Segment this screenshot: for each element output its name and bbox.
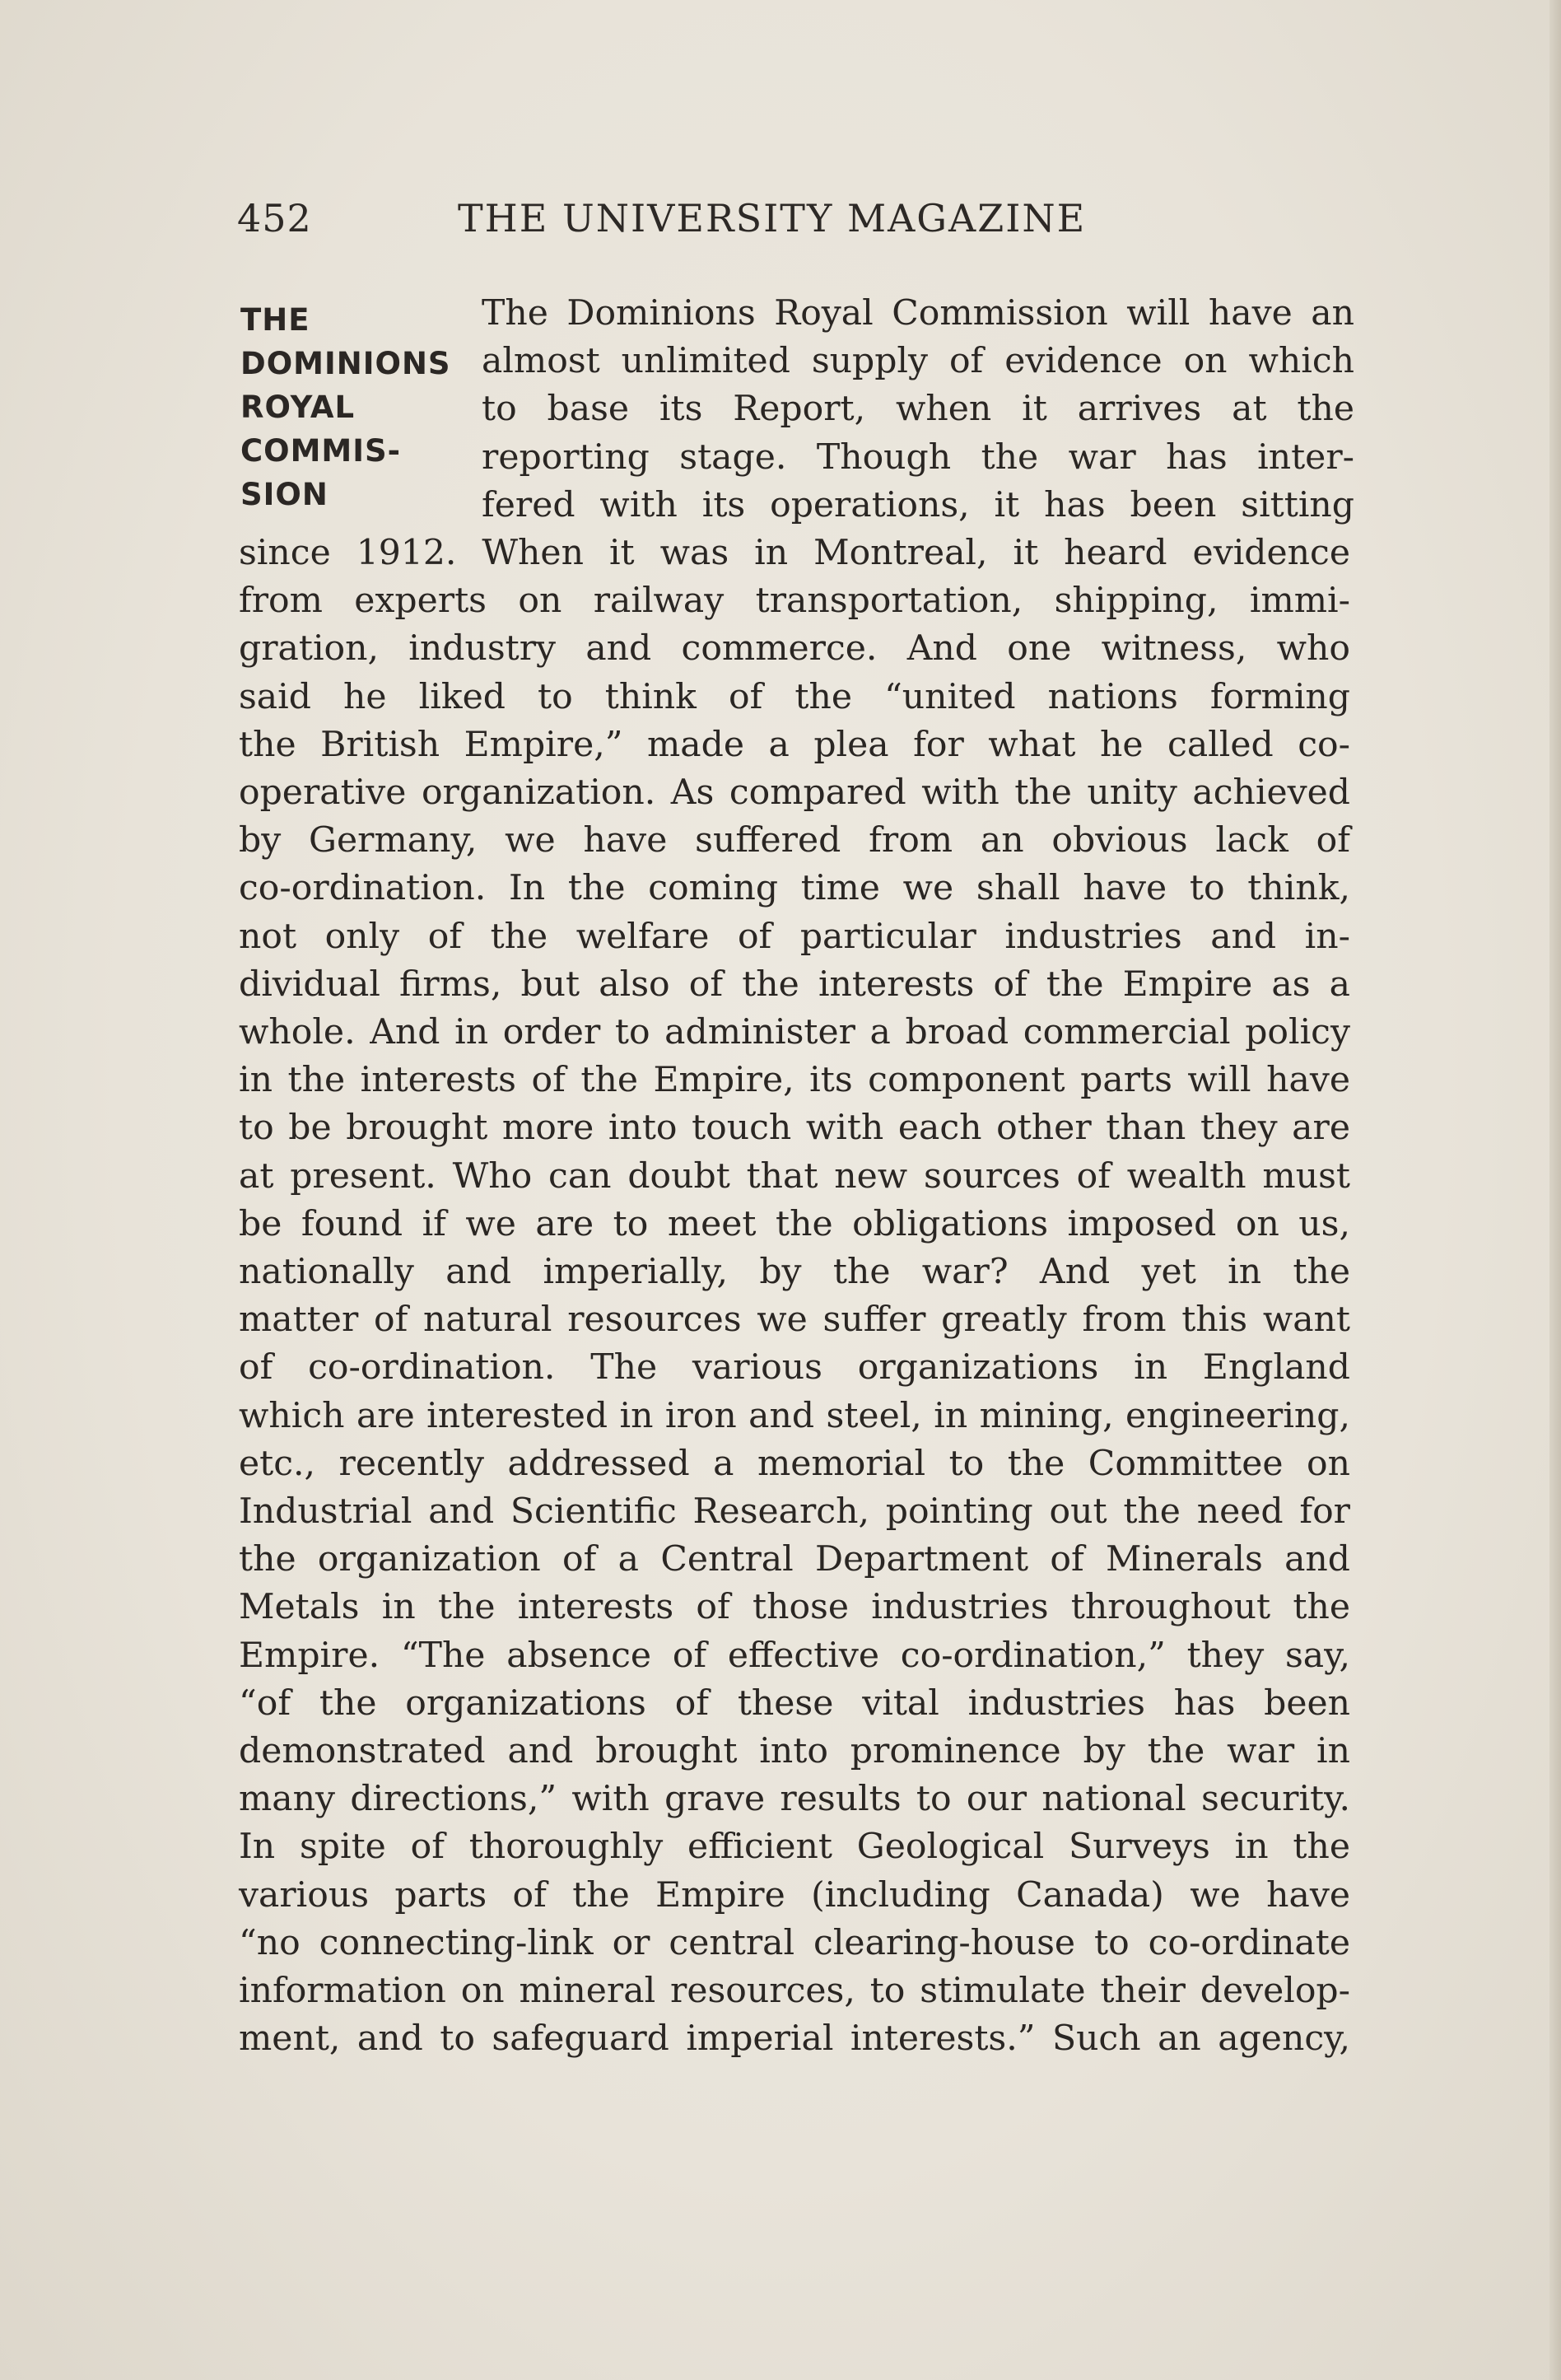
text-line: “of the organizations of these vital industries has been xyxy=(239,1682,1350,1724)
text-line: etc., recently addressed a memorial to the Committee on xyxy=(239,1443,1350,1484)
text-line: dividual firms, but also of the interests of the Empire as a xyxy=(239,964,1350,1005)
journal-title: THE UNIVERSITY MAGAZINE xyxy=(458,196,1087,240)
sidenote xyxy=(240,298,487,516)
text-line: said he liked to think of the “united nations forming xyxy=(239,676,1350,717)
text-line: ment, and to safeguard imperial interests.” Such an agency, xyxy=(239,2018,1350,2060)
sidenote-line: THE xyxy=(240,302,310,338)
text-line: at present. Who can doubt that new sources of wealth must xyxy=(239,1155,1350,1197)
sidenote-line: SION xyxy=(240,477,329,512)
page-edge xyxy=(1549,0,1561,2380)
text-line: be found if we are to meet the obligations imposed on us, xyxy=(239,1203,1350,1244)
text-line: “no connecting-link or central clearing-house to co-ordinate xyxy=(239,1922,1350,1963)
text-line: Industrial and Scientific Research, pointing out the need for xyxy=(239,1491,1350,1532)
text-line: various parts of the Empire (including Canada) we have xyxy=(239,1874,1350,1916)
text-line: many directions,” with grave results to our national security. xyxy=(239,1779,1350,1820)
text-line: to base its Report, when it arrives at the xyxy=(482,389,1354,430)
sidenote-line: COMMIS- xyxy=(240,433,402,469)
text-line: information on mineral resources, to stimulate their develop- xyxy=(239,1971,1350,2011)
text-line: matter of natural resources we suffer greatly from this want xyxy=(239,1300,1350,1341)
text-line: demonstrated and brought into prominence by the war in xyxy=(239,1731,1350,1771)
page-number: 452 xyxy=(237,196,312,240)
sidenote-line: DOMINIONS xyxy=(240,346,451,381)
text-line: the British Empire,” made a plea for what he called co- xyxy=(239,724,1350,765)
text-line: reporting stage. Though the war has inter- xyxy=(482,436,1354,478)
text-line: by Germany, we have suffered from an obvious lack of xyxy=(239,820,1350,861)
text-line: nationally and imperially, by the war? And yet in the xyxy=(239,1252,1350,1292)
text-line: gration, industry and commerce. And one witness, who xyxy=(239,628,1350,670)
text-line: since 1912. When it was in Montreal, it heard evidence xyxy=(239,533,1350,573)
text-line: from experts on railway transportation, shipping, immi- xyxy=(239,581,1350,622)
text-line: which are interested in iron and steel, in mining, engineering, xyxy=(239,1395,1350,1436)
text-line: of co-ordination. The various organizations in England xyxy=(239,1347,1350,1388)
running-head xyxy=(237,196,1126,254)
text-line: not only of the welfare of particular industries and in- xyxy=(239,916,1350,957)
text-line: operative organization. As compared with the unity achieved xyxy=(239,772,1350,813)
text-line: Empire. “The absence of effective co-ordination,” they say, xyxy=(239,1635,1350,1676)
text-line: in the interests of the Empire, its component parts will have xyxy=(239,1060,1350,1101)
text-line: to be brought more into touch with each other than they are xyxy=(239,1108,1350,1149)
text-line: The Dominions Royal Commission will have an xyxy=(482,293,1354,334)
text-line: Metals in the interests of those industries throughout the xyxy=(239,1587,1350,1628)
text-line: co-ordination. In the coming time we shall have to think, xyxy=(239,868,1350,909)
sidenote-line: ROYAL xyxy=(240,390,356,425)
text-line: the organization of a Central Department of Minerals and xyxy=(239,1539,1350,1580)
text-line: In spite of thoroughly efficient Geological Surveys in the xyxy=(239,1827,1350,1868)
text-line: almost unlimited supply of evidence on which xyxy=(482,341,1354,382)
text-line: fered with its operations, it has been sitting xyxy=(482,484,1354,525)
text-line: whole. And in order to administer a broad commercial policy xyxy=(239,1012,1350,1052)
